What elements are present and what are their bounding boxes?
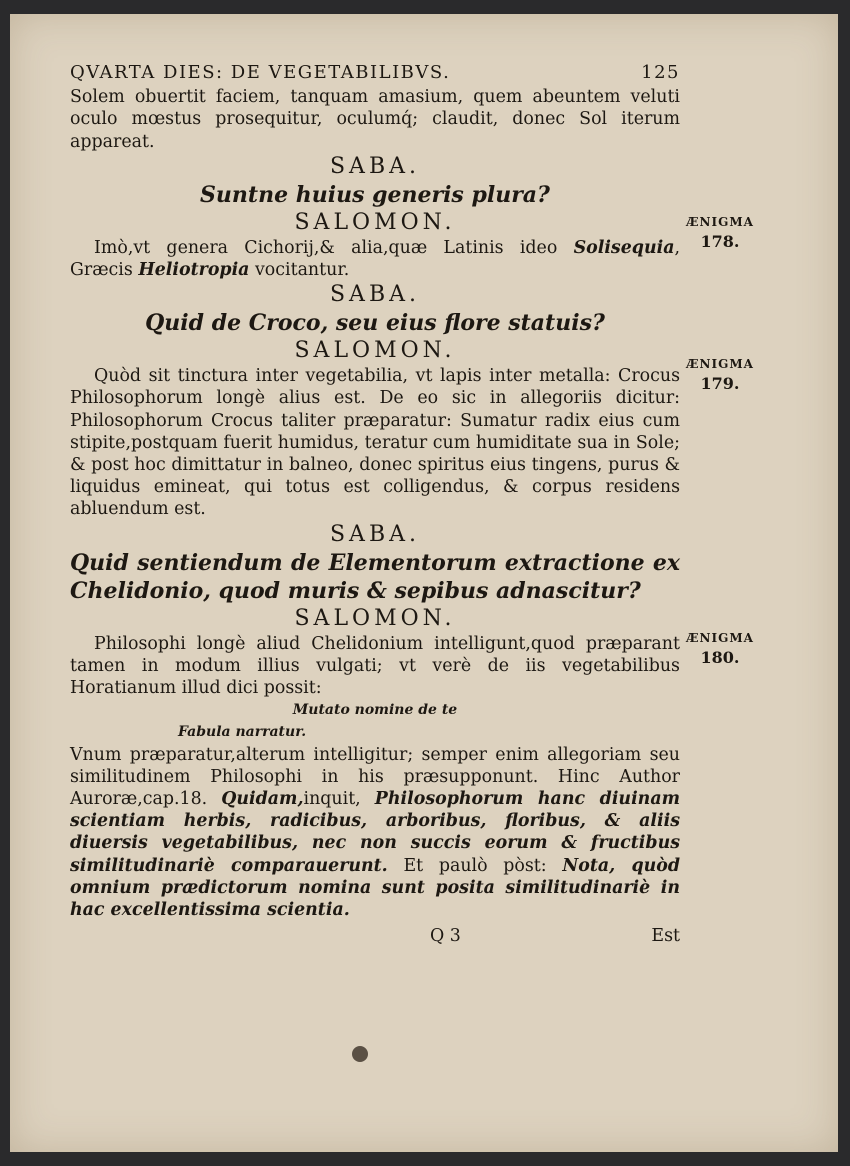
catchword: Est	[651, 926, 680, 947]
running-header	[70, 62, 680, 84]
margin-note-label: ÆNIGMA	[686, 215, 754, 229]
answer-text: Imò,vt genera Cichorij,& alia,quæ Latinis ideo	[94, 237, 574, 258]
answer-text: , Græcis	[70, 237, 680, 281]
paragraph-italic: Quidam,	[221, 789, 304, 810]
answer-italic: Heliotropia	[138, 260, 250, 281]
page-footer	[70, 925, 680, 947]
margin-note-number: 178.	[700, 232, 740, 251]
margin-note-number: 179.	[700, 374, 740, 393]
speaker-saba: SABA.	[329, 282, 420, 308]
speaker-salomon: SALOMON.	[294, 338, 456, 364]
margin-note-label: ÆNIGMA	[686, 631, 754, 645]
running-title: QVARTA DIES: DE VEGETABILIBVS.	[70, 62, 451, 83]
paragraph	[70, 744, 680, 922]
speaker-salomon: SALOMON.	[294, 605, 456, 631]
paragraph-text: Vnum præparatur,alterum intelligitur; semper enim allegoriam seu similitudinem Philosophi in his præsupponunt. Hinc Author Auroræ,cap.18.	[70, 744, 680, 810]
speaker-saba: SABA.	[329, 521, 420, 547]
speaker-saba: SABA.	[329, 153, 420, 179]
speaker-salomon: SALOMON.	[294, 209, 456, 235]
answer-text: vocitantur.	[249, 260, 350, 281]
page-text	[70, 62, 680, 947]
paragraph-text: inquit,	[303, 789, 375, 810]
margin-note	[675, 212, 765, 252]
verse-line: Fabula narratur.	[178, 724, 307, 741]
answer: Philosophi longè aliud Chelidonium intelligunt,quod præparant tamen in modum illius vulgati; vt verè de iis vegetabilibus Horatianum illud dici possit:	[70, 633, 680, 699]
question: Suntne huius generis plura?	[200, 181, 550, 208]
verse-line: Mutato nomine de te	[292, 702, 458, 719]
paragraph-italic: Philosophorum hanc diuinam scientiam herbis, radicibus, arboribus, floribus, & aliis diuersis vegetabilibus, nec non succis eorum & fructibus similitudinariè comparauerunt.	[70, 789, 680, 876]
answer	[70, 237, 680, 281]
signature-mark: Q 3	[430, 926, 461, 947]
margin-note-number: 180.	[700, 648, 740, 667]
page-number: 125	[641, 62, 680, 83]
margin-note	[675, 628, 765, 668]
paragraph-italic: Nota, quòd omnium prædictorum nomina sunt posita similitudinariè in hac excellentissima scientia.	[70, 855, 681, 921]
paragraph: Solem obuertit faciem, tanquam amasium, quem abeuntem veluti oculo mœstus prosequitur, oculumq́; claudit, donec Sol iterum appareat.	[70, 87, 680, 152]
margin-note	[675, 354, 765, 394]
answer: Quòd sit tinctura inter vegetabilia, vt lapis inter metalla: Crocus Philosophorum longè alius est. De eo sic in allegoriis dicitur: Philosophorum Crocus taliter præparatur: Sumatur radix eius cum stipite,postquam fuerit humidus, teratur cum humiditate sua in Sole; & post hoc dimittatur in balneo, donec spiritus eius tingens, purus & liquidus emineat, qui totus est colligendus, & corpus residens abluendum est.	[70, 366, 680, 520]
question: Quid sentiendum de Elementorum extractione ex Chelidonio, quod muris & sepibus adnascitur?	[70, 549, 680, 604]
answer-italic: Solisequia	[573, 237, 675, 258]
paragraph-text: Et paulò pòst:	[387, 855, 563, 876]
margin-note-label: ÆNIGMA	[686, 357, 754, 371]
book-page	[10, 14, 838, 1152]
ink-blot	[352, 1046, 368, 1062]
question: Quid de Croco, seu eius flore statuis?	[145, 310, 605, 337]
